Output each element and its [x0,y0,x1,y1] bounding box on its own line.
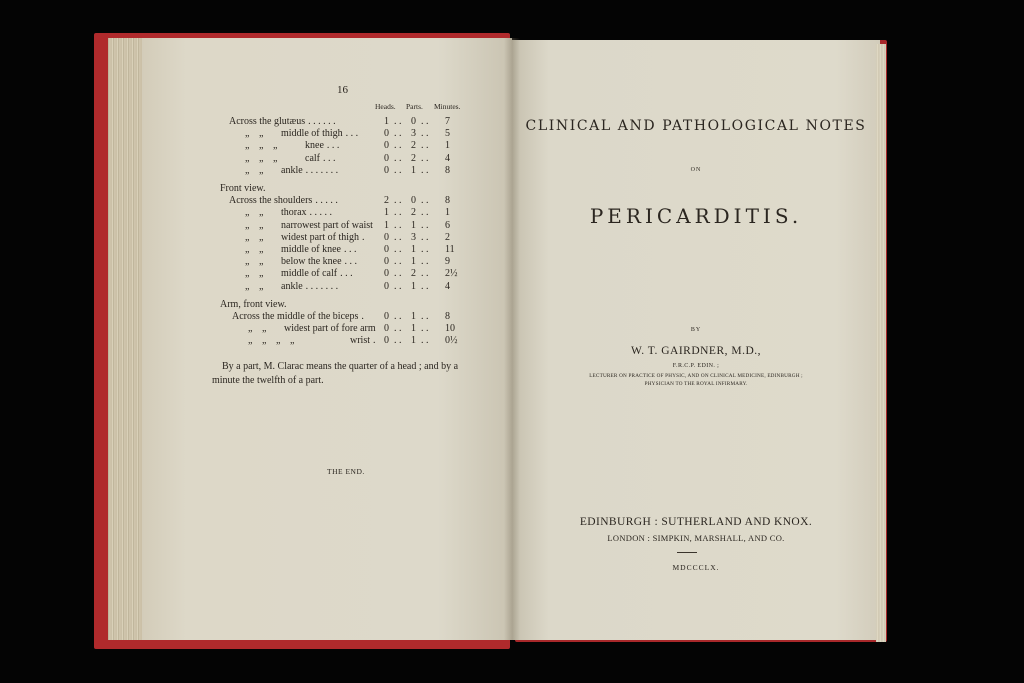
value-heads: 0 [384,311,389,322]
row-label-text: middle of thigh [281,128,343,140]
column-header-parts: Parts. [406,102,423,111]
row-label-text: thorax [281,207,307,219]
row-label [281,207,332,218]
value-parts: 1 [411,256,416,268]
value-heads: 0 [384,152,389,164]
table-row [0,311,1024,323]
ditto-mark: „ [245,256,250,268]
row-label-text: ankle [281,280,303,292]
ditto-mark: „ [262,323,267,335]
ditto-mark: „ [273,140,278,152]
column-separator: . . [421,116,429,127]
ditto-mark: „ [259,244,264,255]
column-separator: . . [421,244,429,255]
ditto-mark: „ [245,140,250,152]
column-separator: . . [421,128,429,140]
column-separator: . . [394,195,402,207]
ditto-mark: „ [290,335,295,347]
column-headers [368,102,478,114]
column-header-minutes: Minutes. [434,102,461,111]
value-parts: 3 [411,128,416,140]
ditto-mark: „ [259,219,264,231]
row-label-text: Across the shoulders [229,195,313,207]
row-label-text: calf [305,152,320,164]
page-number: 16 [337,84,348,96]
leader-dots: . [373,335,376,347]
value-heads: 2 [384,195,389,207]
value-heads: 0 [384,244,389,255]
value-minutes: 9 [445,256,450,268]
row-label [281,244,356,255]
ditto-mark: „ [245,128,250,140]
column-separator: . . [394,311,402,322]
column-separator: . . [421,152,429,164]
row-label-text: widest part of fore arm [284,323,376,335]
value-parts: 0 [411,116,416,127]
table-row [0,244,1024,256]
row-label [229,116,336,127]
ditto-mark: „ [259,207,264,219]
value-parts: 2 [411,140,416,152]
author-position-1: LECTURER ON PRACTICE OF PHYSIC, AND ON CLINICAL MEDICINE, EDINBURGH ; [589,373,803,379]
value-minutes: 8 [445,195,450,207]
value-minutes: 4 [445,152,450,164]
title-on: ON [690,167,702,173]
title-line-1: CLINICAL AND PATHOLOGICAL NOTES [525,118,867,134]
column-separator: . . [421,280,429,292]
value-minutes: 2½ [445,268,458,280]
row-label-text: middle of calf [281,268,338,280]
column-separator: . . [394,280,402,292]
value-heads: 0 [384,268,389,280]
ditto-mark: „ [259,256,264,268]
value-minutes: 1 [445,207,450,219]
row-label [350,335,376,346]
value-minutes: 8 [445,311,450,322]
ditto-mark: „ [245,231,250,243]
row-label [281,220,376,231]
row-label [305,140,339,151]
ditto-mark: „ [262,335,267,347]
publication-year: MDCCCLX. [672,563,720,572]
footnote-paragraph: By a part, M. Clarac means the quarter of a head ; and by a minute the twelfth of a part. [212,361,459,386]
value-heads: 0 [384,164,389,176]
row-label-text: Across the middle of the biceps [232,311,359,322]
value-minutes: 11 [445,244,455,255]
column-separator: . . [394,219,402,231]
author-credentials: F.R.C.P. EDIN. ; [672,363,720,369]
ditto-mark: „ [259,268,264,280]
value-parts: 1 [411,311,416,322]
ditto-mark: „ [259,231,264,243]
row-label [281,128,358,139]
column-separator: . . [421,140,429,152]
row-label [281,268,353,279]
value-heads: 0 [384,323,389,335]
value-parts: 1 [411,219,416,231]
row-label [232,311,364,322]
column-separator: . . [394,164,402,176]
leader-dots: . [361,311,364,322]
value-minutes: 2 [445,231,450,243]
column-separator: . . [394,152,402,164]
leader-dots: . . . . . . . [305,280,339,292]
value-minutes: 6 [445,219,450,231]
ditto-mark: „ [259,280,264,292]
ditto-mark: „ [245,207,250,219]
leader-dots: . . . [326,140,340,152]
column-separator: . . [421,311,429,322]
leader-dots: . . . . . [315,195,338,207]
value-parts: 2 [411,268,416,280]
value-parts: 1 [411,164,416,176]
column-separator: . . [394,256,402,268]
column-separator: . . [394,268,402,280]
column-separator: . . [421,164,429,176]
leader-dots: . . . [323,152,336,164]
table-row [0,153,1024,165]
row-label-text: Across the glutæus [229,116,306,127]
value-minutes: 0½ [445,335,458,347]
table-row [0,140,1024,152]
column-separator: . . [394,116,402,127]
column-separator: . . [421,195,429,207]
value-heads: 1 [384,116,389,127]
column-separator: . . [421,323,429,335]
section-heading: Arm, front view. [220,298,287,310]
section-heading: Front view. [220,183,266,194]
column-separator: . . [394,128,402,140]
row-label-text: widest part of thigh [281,231,360,243]
column-separator: . . [421,219,429,231]
value-minutes: 1 [445,140,450,152]
value-heads: 1 [384,207,389,219]
value-heads: 0 [384,280,389,292]
ditto-mark: „ [259,128,264,140]
leader-dots: . . . [343,244,357,255]
row-label-text: ankle [281,164,303,176]
value-minutes: 5 [445,128,450,140]
value-parts: 1 [411,244,416,255]
column-separator: . . [394,335,402,347]
value-parts: 3 [411,231,416,243]
publisher-line: EDINBURGH : SUTHERLAND AND KNOX. [579,516,813,528]
leader-dots: . [362,231,365,243]
column-header-heads: Heads. [375,102,396,111]
leader-dots: . . . [340,268,353,280]
author-name: W. T. GAIRDNER, M.D., [630,345,762,357]
author-position-2: PHYSICIAN TO THE ROYAL INFIRMARY. [644,381,748,387]
column-separator: . . [394,140,402,152]
the-end-label: THE END. [327,467,365,476]
column-separator: . . [394,207,402,219]
table-row [0,256,1024,268]
by-label: BY [690,327,702,333]
column-separator: . . [421,207,429,219]
row-label [284,323,379,334]
column-separator: . . [394,244,402,255]
value-minutes: 4 [445,280,450,292]
value-heads: 0 [384,231,389,243]
row-label [281,165,338,176]
ditto-mark: „ [245,219,250,231]
value-parts: 2 [411,152,416,164]
row-label [281,281,338,292]
ditto-mark: „ [259,152,264,164]
value-parts: 2 [411,207,416,219]
column-separator: . . [421,256,429,268]
ditto-mark: „ [248,323,253,335]
leader-dots: . . . . . . [308,116,336,127]
london-publisher-line: LONDON : SIMPKIN, MARSHALL, AND CO. [607,533,785,543]
ditto-mark: „ [245,152,250,164]
title-page-rule [677,552,697,553]
leader-dots: . . . [345,128,359,140]
value-heads: 0 [384,140,389,152]
row-label-text: below the knee [281,256,342,268]
row-label-text: wrist [350,335,370,347]
value-parts: 1 [411,323,416,335]
row-label-text: knee [305,140,324,152]
ditto-mark: „ [276,335,281,347]
value-parts: 0 [411,195,416,207]
leader-dots: . . . [344,256,358,268]
title-line-2: PERICARDITIS. [589,204,803,228]
value-parts: 1 [411,280,416,292]
row-label [281,256,357,267]
ditto-mark: „ [245,164,250,176]
ditto-mark: „ [245,280,250,292]
value-parts: 1 [411,335,416,347]
column-separator: . . [394,323,402,335]
column-separator: . . [421,231,429,243]
ditto-mark: „ [259,164,264,176]
table-row [0,281,1024,293]
ditto-mark: „ [245,268,250,280]
value-heads: 0 [384,128,389,140]
leader-dots: . . . . . . . [305,164,339,176]
row-label [281,232,365,243]
row-label [305,153,336,164]
value-minutes: 10 [445,323,455,335]
ditto-mark: „ [259,140,264,152]
value-minutes: 8 [445,164,450,176]
column-separator: . . [421,335,429,347]
table-row [0,268,1024,280]
ditto-mark: „ [273,152,278,164]
value-heads: 0 [384,256,389,268]
ditto-mark: „ [248,335,253,347]
table-row [0,232,1024,244]
ditto-mark: „ [245,244,250,255]
row-label-text: narrowest part of waist [281,219,373,231]
leader-dots: . . . . . [309,207,333,219]
column-separator: . . [394,231,402,243]
row-label-text: middle of knee [281,244,341,255]
value-heads: 1 [384,219,389,231]
row-label [229,195,338,206]
value-minutes: 7 [445,116,450,127]
column-separator: . . [421,268,429,280]
value-heads: 0 [384,335,389,347]
